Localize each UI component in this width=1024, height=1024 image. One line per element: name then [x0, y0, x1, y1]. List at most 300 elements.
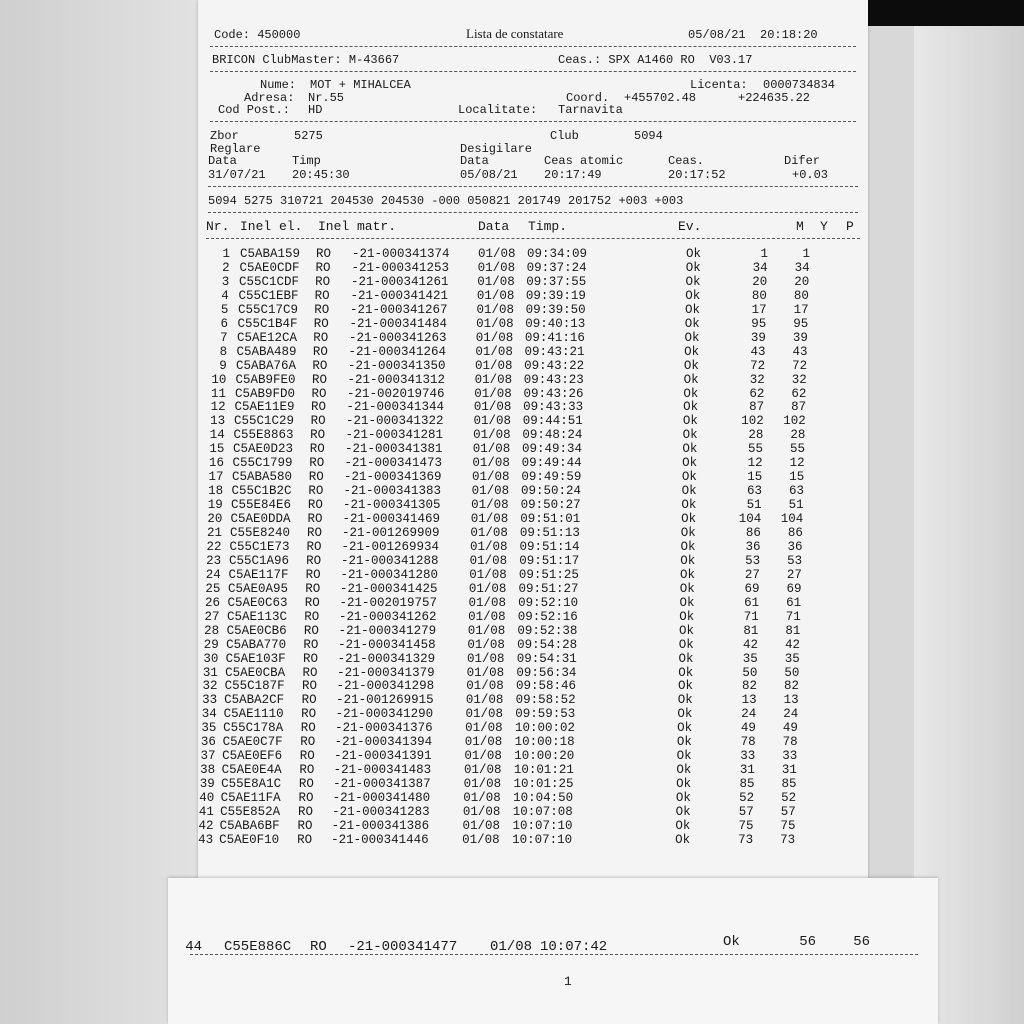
- cell-date: 01/08: [472, 442, 511, 457]
- cell-cc: RO: [306, 553, 322, 568]
- cell-el: C5AE0CBA: [225, 665, 286, 680]
- club-number: 5094: [634, 129, 663, 143]
- cell-m: 87: [749, 400, 765, 415]
- cell-time: 09:43:22: [524, 358, 585, 373]
- cell-el: C5AE117F: [228, 567, 289, 582]
- cell-ring: -21-000341264: [348, 344, 447, 359]
- cell-m: 33: [740, 749, 756, 764]
- cell-m: 63: [746, 484, 762, 499]
- cell-cc: RO: [311, 400, 327, 415]
- divider: [210, 46, 856, 47]
- cell-m: 17: [751, 302, 767, 317]
- cell-nr: 21: [206, 526, 222, 540]
- cell-nr: 2: [222, 260, 230, 275]
- cell-ring: -21-000341253: [351, 260, 450, 275]
- cell-ev: Ok: [680, 553, 696, 568]
- cell-nr: 41: [198, 805, 214, 819]
- cell-ev: Ok: [675, 805, 691, 819]
- cell-el: C5AE0D23: [233, 442, 294, 457]
- cell-el: C55C1E73: [229, 539, 290, 554]
- cell-ev: Ok: [678, 637, 694, 652]
- cell-cc: RO: [315, 274, 331, 289]
- flight-number: 5275: [294, 129, 323, 143]
- cell-m: 73: [738, 832, 754, 847]
- cell-m: 32: [749, 372, 765, 387]
- cell-nr: 43: [198, 832, 214, 847]
- cell-time: 09:49:44: [521, 456, 582, 471]
- cell-date: 01/08: [465, 707, 504, 722]
- cell-y: 55: [790, 442, 806, 457]
- cell-time: 09:51:01: [520, 512, 581, 527]
- cell-m: 56: [799, 934, 816, 950]
- cell-el: C5AE113C: [227, 609, 288, 624]
- cell-ring: -21-000341344: [346, 400, 445, 415]
- cell-m: 50: [742, 665, 758, 680]
- cell-cc: RO: [312, 358, 328, 373]
- divider: [210, 121, 856, 122]
- cell-time: 09:51:27: [518, 581, 579, 596]
- cell-time: 09:37:24: [526, 260, 587, 275]
- cell-ev: Ok: [683, 372, 699, 387]
- cell-nr: 33: [202, 693, 218, 708]
- cell-y: 13: [783, 693, 799, 708]
- cell-ring: -21-000341446: [331, 832, 429, 847]
- cell-y: 49: [782, 721, 798, 736]
- cell-date: 01/08: [474, 372, 513, 387]
- cell-y: 20: [794, 274, 810, 289]
- cell-el: C5AE1110: [223, 707, 284, 722]
- cell-date: 01/08: [470, 539, 508, 554]
- cell-y: 42: [785, 637, 801, 652]
- cell-ev: Ok: [677, 721, 693, 736]
- cell-time: 09:51:25: [518, 567, 579, 582]
- cell-m: 43: [750, 344, 766, 359]
- cell-y: 53: [787, 553, 803, 568]
- cell-ev: Ok: [681, 484, 697, 499]
- cell-ev: Ok: [682, 456, 698, 471]
- cell-nr: 25: [205, 581, 221, 596]
- cell-y: 81: [785, 623, 801, 638]
- column-ev: Ev.: [678, 219, 702, 234]
- cell-time: 10:07:42: [540, 939, 608, 955]
- cell-cc: RO: [301, 707, 317, 722]
- cell-el: C5AE0E4A: [221, 763, 282, 778]
- cell-cc: RO: [302, 651, 318, 666]
- cell-el: C55C17C9: [238, 302, 299, 317]
- cell-date: 01/08: [462, 832, 500, 847]
- cell-el: C5ABA2CF: [224, 693, 285, 708]
- cell-date: 01/08: [468, 595, 507, 610]
- cell-m: 80: [751, 288, 767, 303]
- licence-number: 0000734834: [763, 78, 836, 92]
- cell-ring: -21-000341477: [348, 939, 458, 955]
- cell-y: 39: [792, 330, 808, 345]
- cell-el: C55E8A1C: [221, 777, 282, 792]
- cell-date: 01/08: [466, 665, 505, 680]
- cell-date: 01/08: [463, 777, 502, 792]
- cell-ring: -21-000341312: [347, 372, 446, 387]
- set-date: 31/07/21: [208, 168, 266, 182]
- cell-ring: -21-000341280: [340, 567, 439, 582]
- cell-m: 28: [748, 428, 764, 443]
- cell-m: 24: [741, 707, 757, 722]
- cell-m: 72: [750, 358, 766, 373]
- cell-y: 102: [783, 414, 806, 429]
- cell-y: 51: [788, 498, 804, 513]
- member-address: Nr.55: [308, 91, 345, 105]
- divider: [190, 954, 918, 955]
- cell-ring: -21-000341329: [337, 651, 436, 666]
- cell-date: 01/08: [469, 553, 508, 568]
- cell-ev: Ok: [675, 818, 691, 833]
- cell-m: 57: [738, 805, 754, 819]
- cell-ring: -21-000341263: [349, 330, 447, 345]
- cell-date: 01/08: [477, 260, 516, 275]
- cell-time: 09:43:33: [523, 400, 584, 415]
- cell-ring: -21-000341261: [351, 274, 449, 289]
- cell-time: 10:00:20: [514, 749, 575, 764]
- cell-ring: -21-000341473: [344, 456, 443, 471]
- cell-m: 86: [745, 526, 761, 540]
- cell-el: C55E852A: [220, 805, 281, 819]
- printout-bottom-sheet: [168, 878, 938, 1024]
- set-time-label: Timp: [292, 154, 321, 168]
- cell-nr: 3: [221, 274, 230, 289]
- cell-time: 09:56:34: [516, 665, 577, 680]
- coord-y: +224635.22: [738, 91, 811, 105]
- cell-ev: Ok: [681, 470, 697, 485]
- cell-nr: 42: [198, 818, 214, 833]
- cell-ring: -21-001269915: [336, 693, 434, 708]
- cell-time: 09:41:16: [524, 330, 585, 345]
- cell-date: 01/08: [478, 247, 516, 261]
- cell-m: 34: [752, 260, 768, 275]
- cell-el: C55C1C29: [234, 414, 295, 429]
- postal-label: Cod Post.:: [218, 103, 291, 117]
- cell-el: C5ABA6BF: [219, 818, 280, 833]
- cell-el: C5ABA770: [226, 637, 287, 652]
- cell-el: C5AE103F: [225, 651, 286, 666]
- cell-date: 01/08: [468, 609, 506, 624]
- cell-nr: 30: [203, 651, 219, 666]
- cell-ev: Ok: [676, 777, 692, 792]
- cell-m: 36: [745, 539, 761, 554]
- cell-m: 15: [747, 470, 763, 485]
- cell-m: 31: [739, 763, 755, 778]
- cell-y: 57: [780, 805, 796, 819]
- cell-date: 01/08: [476, 288, 515, 303]
- cell-ev: Ok: [676, 735, 692, 750]
- cell-m: 95: [751, 316, 767, 331]
- cell-date: 01/08: [475, 330, 514, 345]
- cell-y: 35: [784, 651, 800, 666]
- cell-y: 86: [787, 526, 803, 540]
- cell-y: 43: [792, 344, 808, 359]
- cell-cc: RO: [307, 526, 323, 540]
- cell-cc: RO: [299, 749, 315, 764]
- cell-nr: 28: [204, 623, 220, 638]
- cell-y: 80: [793, 288, 809, 303]
- cell-cc: RO: [302, 665, 318, 680]
- cell-time: 10:07:08: [512, 805, 573, 819]
- cell-ev: Ok: [677, 679, 693, 694]
- cell-y: 73: [780, 832, 796, 847]
- cell-nr: 29: [203, 637, 219, 652]
- cell-nr: 22: [206, 539, 222, 554]
- cell-ev: Ok: [676, 749, 692, 764]
- cell-el: C5AB9FD0: [235, 386, 296, 401]
- cell-time: 10:00:18: [514, 735, 575, 750]
- cell-m: 39: [750, 330, 766, 345]
- cell-y: 24: [783, 707, 799, 722]
- cell-m: 53: [745, 553, 761, 568]
- cell-ev: Ok: [684, 330, 700, 345]
- flight-summary-code: 5094 5275 310721 204530 204530 -000 050821 201749 201752 +003 +003: [208, 194, 684, 208]
- cell-date: 01/08: [462, 805, 501, 819]
- cell-cc: RO: [300, 735, 316, 750]
- cell-y: 36: [787, 539, 803, 554]
- cell-nr: 23: [206, 553, 222, 568]
- cell-ring: -21-000341281: [345, 428, 444, 443]
- cell-ring: -21-000341425: [340, 581, 438, 596]
- cell-m: 52: [739, 791, 755, 806]
- cell-nr: 17: [208, 470, 224, 485]
- cell-m: 61: [744, 595, 760, 610]
- cell-time: 09:43:23: [523, 372, 584, 387]
- cell-el: C5AE11E9: [234, 400, 295, 415]
- cell-time: 09:54:28: [517, 637, 578, 652]
- unset-date: 05/08/21: [460, 168, 518, 182]
- cell-cc: RO: [308, 484, 324, 499]
- cell-ring: -21-000341305: [343, 498, 441, 513]
- cell-ring: -21-000341369: [344, 470, 442, 485]
- cell-nr: 32: [202, 679, 218, 694]
- cell-cc: RO: [304, 609, 320, 624]
- cell-cc: RO: [308, 470, 324, 485]
- cell-m: 35: [742, 651, 758, 666]
- cell-y: 52: [781, 791, 797, 806]
- cell-el: C5AE0A95: [228, 581, 289, 596]
- column-ring: Inel matr.: [318, 219, 397, 234]
- cell-ring: -21-001269934: [341, 539, 440, 554]
- cell-time: 09:43:26: [523, 386, 584, 401]
- cell-nr: 39: [199, 777, 215, 792]
- cell-ring: -21-000341379: [337, 665, 435, 680]
- cell-y: 95: [793, 316, 809, 331]
- cell-date: 01/08: [464, 735, 503, 750]
- cell-date: 01/08: [473, 428, 511, 443]
- cell-cc: RO: [310, 414, 326, 429]
- cell-ev: Ok: [677, 707, 693, 722]
- cell-cc: RO: [306, 539, 322, 554]
- cell-y: 56: [853, 934, 870, 950]
- cell-ring: -21-001269909: [342, 526, 440, 540]
- cell-cc: RO: [298, 791, 314, 806]
- cell-m: 75: [738, 818, 754, 833]
- cell-date: 01/08: [470, 526, 508, 540]
- cell-y: 72: [792, 358, 808, 373]
- code-label: Code: 450000: [214, 28, 301, 42]
- set-date-label: Data: [208, 154, 237, 168]
- cell-cc: RO: [298, 777, 314, 792]
- cell-date: 01/08: [490, 939, 533, 955]
- cell-nr: 14: [209, 428, 225, 443]
- licence-label: Licenta:: [690, 78, 748, 92]
- cell-cc: RO: [298, 805, 314, 819]
- cell-time: 10:00:02: [514, 721, 575, 736]
- cell-el: C5AE0CB6: [226, 623, 287, 638]
- cell-y: 50: [784, 665, 800, 680]
- cell-cc: RO: [313, 330, 329, 345]
- cell-nr: 34: [201, 707, 217, 722]
- background-left: [0, 0, 200, 1024]
- name-label: Nume:: [260, 78, 297, 92]
- cell-ring: -21-000341283: [332, 805, 430, 819]
- cell-y: 27: [786, 567, 802, 582]
- cell-el: C5AE0C63: [227, 595, 288, 610]
- cell-y: 32: [791, 372, 807, 387]
- cell-time: 09:51:13: [519, 526, 580, 540]
- cell-date: 01/08: [464, 749, 502, 764]
- cell-ev: Ok: [679, 581, 695, 596]
- cell-cc: RO: [297, 832, 313, 847]
- cell-cc: RO: [309, 456, 325, 471]
- cell-el: C5ABA580: [232, 470, 293, 485]
- divider: [208, 186, 858, 187]
- cell-el: C5AE0F10: [219, 832, 280, 847]
- cell-date: 01/08: [465, 693, 504, 708]
- page-number: 1: [564, 974, 572, 989]
- cell-time: 09:58:52: [515, 693, 576, 708]
- cell-nr: 37: [200, 749, 216, 764]
- print-datetime: 05/08/21 20:18:20: [688, 28, 818, 42]
- cell-y: 15: [789, 470, 805, 485]
- column-p: P: [846, 219, 854, 234]
- cell-nr: 10: [211, 372, 227, 387]
- cell-time: 09:34:09: [527, 247, 588, 261]
- cell-nr: 38: [200, 763, 216, 778]
- cell-ev: Ok: [675, 791, 691, 806]
- cell-date: 01/08: [466, 679, 504, 694]
- cell-y: 12: [789, 456, 805, 471]
- cell-time: 09:39:50: [525, 302, 586, 317]
- cell-date: 01/08: [476, 302, 514, 317]
- cell-ev: Ok: [682, 414, 698, 429]
- cell-date: 01/08: [471, 498, 509, 513]
- printout-sheet: [198, 0, 868, 885]
- clock-time: 20:17:52: [668, 168, 726, 182]
- cell-m: 27: [744, 567, 760, 582]
- cell-ev: Ok: [680, 526, 696, 540]
- cell-time: 10:04:50: [513, 791, 574, 806]
- cell-cc: RO: [311, 386, 327, 401]
- cell-ring: -21-000341374: [352, 247, 450, 261]
- cell-m: 42: [743, 637, 759, 652]
- cell-date: 01/08: [474, 358, 513, 373]
- cell-time: 09:39:19: [525, 288, 586, 303]
- cell-y: 62: [791, 386, 807, 401]
- cell-nr: 13: [210, 414, 226, 429]
- cell-ev: Ok: [679, 609, 695, 624]
- cell-nr: 5: [220, 302, 229, 317]
- cell-cc: RO: [309, 442, 325, 457]
- cell-cc: RO: [302, 679, 318, 694]
- cell-ring: -21-000341469: [342, 512, 441, 527]
- cell-time: 09:48:24: [522, 428, 583, 443]
- unset-date-label: Data: [460, 154, 489, 168]
- cell-m: 1: [760, 247, 768, 261]
- cell-el: C5ABA489: [236, 344, 297, 359]
- cell-el: C5AE12CA: [237, 330, 298, 345]
- cell-time: 09:43:21: [524, 344, 585, 359]
- cell-date: 01/08: [462, 818, 500, 833]
- cell-ev: Ok: [685, 274, 701, 289]
- cell-date: 01/08: [471, 484, 510, 499]
- cell-y: 61: [786, 595, 802, 610]
- cell-y: 87: [791, 400, 807, 415]
- cell-ev: Ok: [685, 260, 701, 275]
- column-date: Data: [478, 219, 510, 234]
- background-right: [914, 26, 1024, 1024]
- cell-m: 69: [744, 581, 760, 596]
- cell-time: 09:58:46: [516, 679, 577, 694]
- cell-nr: 16: [208, 456, 224, 471]
- cell-nr: 44: [185, 939, 202, 955]
- cell-time: 09:59:53: [515, 707, 576, 722]
- cell-cc: RO: [314, 288, 330, 303]
- cell-ring: -21-000341381: [345, 442, 443, 457]
- cell-m: 78: [740, 735, 756, 750]
- cell-el: C55C1799: [232, 456, 293, 471]
- coord-label: Coord.: [566, 91, 610, 105]
- unset-label: Desigilare: [460, 142, 533, 156]
- cell-date: 01/08: [471, 470, 510, 485]
- cell-time: 09:52:16: [517, 609, 578, 624]
- cell-nr: 19: [207, 498, 223, 513]
- cell-m: 13: [741, 693, 757, 708]
- cell-nr: 36: [200, 735, 216, 750]
- cell-date: 01/08: [470, 512, 509, 527]
- document-title: Lista de constatare: [466, 26, 564, 41]
- cell-time: 09:40:13: [525, 316, 586, 331]
- cell-time: 09:37:55: [526, 274, 587, 289]
- column-nr: Nr.: [206, 219, 230, 234]
- cell-time: 09:49:59: [521, 470, 582, 485]
- cell-ev: Ok: [682, 442, 698, 457]
- cell-y: 34: [794, 260, 810, 275]
- cell-cc: RO: [305, 581, 321, 596]
- cell-ev: Ok: [683, 400, 699, 415]
- cell-y: 71: [785, 609, 801, 624]
- cell-time: 09:51:17: [519, 553, 580, 568]
- cell-el: C5ABA159: [240, 247, 301, 261]
- cell-m: 20: [752, 274, 768, 289]
- divider: [208, 212, 858, 213]
- divider: [206, 238, 860, 239]
- cell-date: 01/08: [467, 651, 505, 666]
- cell-ring: -21-000341391: [334, 749, 432, 764]
- cell-m: 104: [738, 512, 762, 527]
- clock-label: Ceas.: [668, 154, 705, 168]
- cell-time: 10:07:10: [512, 818, 573, 833]
- cell-cc: RO: [315, 260, 331, 275]
- cell-cc: RO: [310, 428, 326, 443]
- cell-cc: RO: [300, 721, 316, 736]
- cell-time: 09:50:24: [520, 484, 581, 499]
- cell-ring: -21-000341262: [339, 609, 437, 624]
- cell-el: C55C178A: [223, 721, 284, 736]
- cell-cc: RO: [314, 302, 330, 317]
